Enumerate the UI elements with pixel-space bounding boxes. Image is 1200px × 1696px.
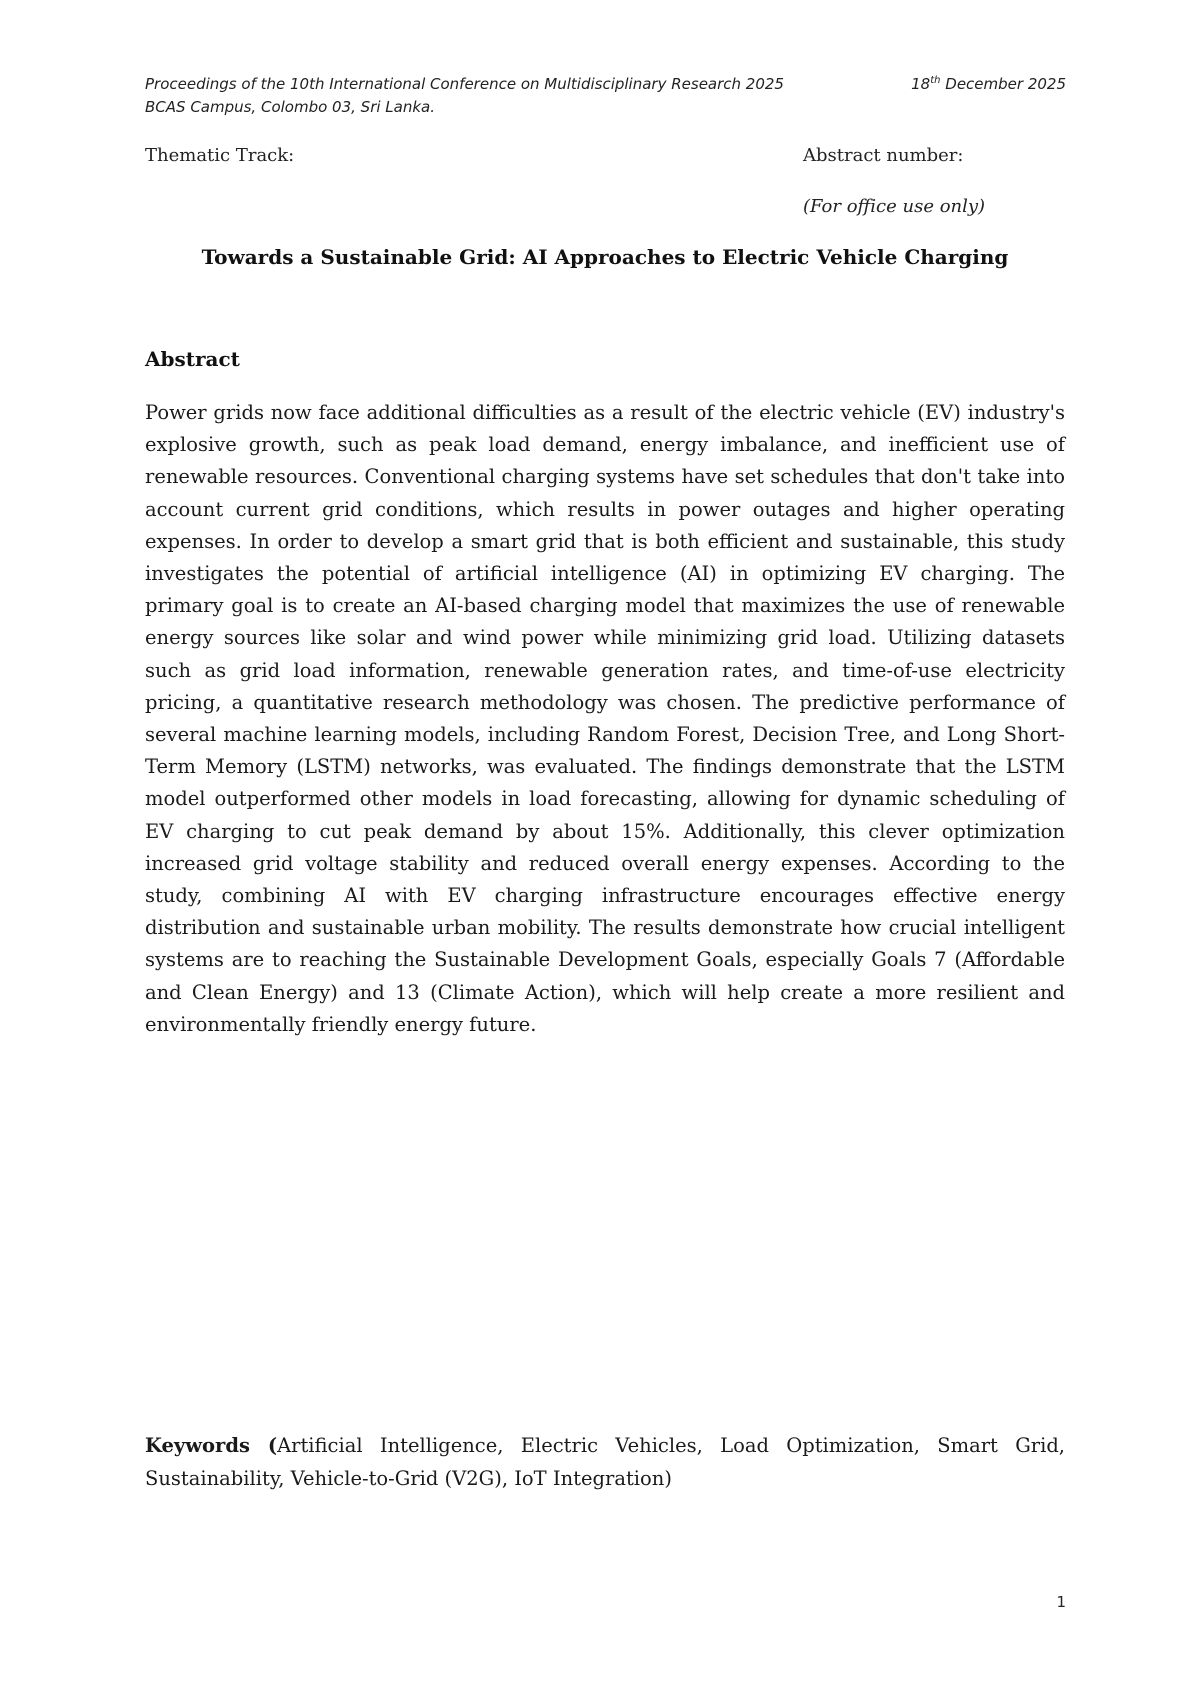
- date-day: 18: [911, 75, 931, 93]
- paper-title: Towards a Sustainable Grid: AI Approaches to Electric Vehicle Charging: [201, 245, 1009, 269]
- date-suffix: th: [930, 75, 941, 86]
- running-header: [145, 73, 845, 119]
- thematic-track-label: Thematic Track:: [145, 145, 295, 166]
- office-use-note: (For office use only): [803, 196, 986, 217]
- conference-date: [911, 73, 1066, 96]
- abstract-number-label: Abstract number:: [803, 145, 964, 166]
- page-number: 1: [1056, 1593, 1066, 1611]
- conference-line: Proceedings of the 10th International Conference on Multidisciplinary Research 2025: [145, 75, 784, 93]
- keywords-paragraph: [145, 1430, 1065, 1495]
- keywords-list: Artificial Intelligence, Electric Vehicles, Load Optimization, Smart Grid, Sustainability, Vehicle-to-Grid (V2G), IoT Integration): [145, 1434, 1066, 1490]
- keywords-label: Keywords (: [145, 1434, 278, 1457]
- date-rest: December 2025: [940, 75, 1066, 93]
- abstract-heading: Abstract: [145, 347, 240, 371]
- venue-line: BCAS Campus, Colombo 03, Sri Lanka.: [145, 98, 435, 116]
- abstract-body: Power grids now face additional difficulties as a result of the electric vehicle (EV) industry's explosive growth, such as peak load demand, energy imbalance, and inefficient use of renewable resources. Conventional charging systems have set schedules that don't take into account current grid conditions, which results in power outages and higher operating expenses. In order to develop a smart grid that is both efficient and sustainable, this study investigates the potential of artificial intelligence (AI) in optimizing EV charging. The primary goal is to create an AI-based charging model that maximizes the use of renewable energy sources like solar and wind power while minimizing grid load. Utilizing datasets such as grid load information, renewable generation rates, and time-of-use electricity pricing, a quantitative research methodology was chosen. The predictive performance of several machine learning models, including Random Forest, Decision Tree, and Long Short-Term Memory (LSTM) networks, was evaluated. The findings demonstrate that the LSTM model outperformed other models in load forecasting, allowing for dynamic scheduling of EV charging to cut peak demand by about 15%. Additionally, this clever optimization increased grid voltage stability and reduced overall energy expenses. According to the study, combining AI with EV charging infrastructure encourages effective energy distribution and sustainable urban mobility. The results demonstrate how crucial intelligent systems are to reaching the Sustainable Development Goals, especially Goals 7 (Affordable and Clean Energy) and 13 (Climate Action), which will help create a more resilient and environmentally friendly energy future.: [145, 401, 1065, 1036]
